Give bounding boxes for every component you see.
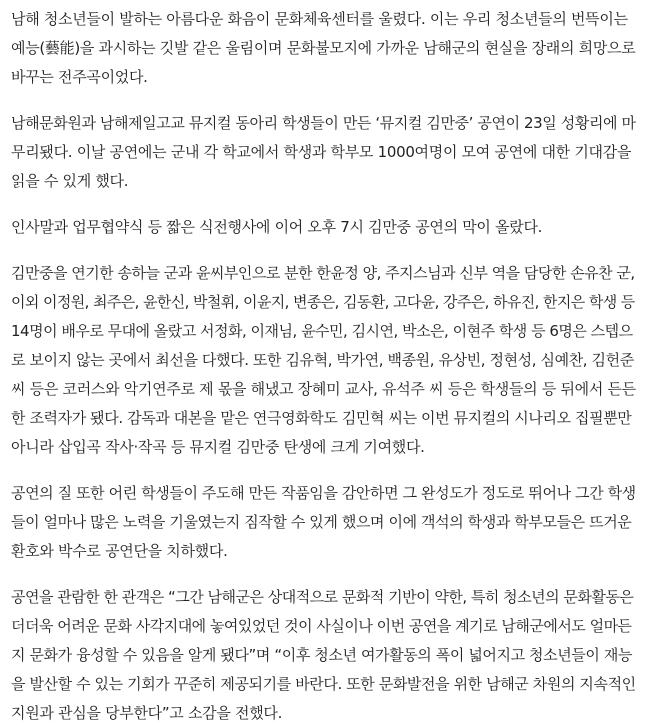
paragraph-line: 인사말과 업무협약식 등 짧은 식전행사에 이어 오후 7시 김만중 공연의 막이 올랐다. (11, 218, 543, 236)
paragraph-line: 들이 얼마나 많은 노력을 기울였는지 짐작할 수 있게 했으며 이에 객석의 학생과 학부모들은 뜨거운 (11, 513, 632, 531)
paragraph-line: 남해문화원과 남해제일고교 뮤지컬 동아리 학생들이 만든 ‘뮤지컬 김만중’ 공연이 23일 성황리에 마 (11, 114, 636, 132)
paragraph-line: 14명이 배우로 무대에 올랐고 서정화, 이재님, 윤수민, 김시연, 박소은, 이현주 학생 등 6명은 스텝으 (11, 322, 633, 340)
paragraph-opening-ceremony (11, 213, 636, 242)
paragraph-line: 예능(藝能)을 과시하는 깃발 같은 울림이며 문화불모지에 가까운 남해군의 현실을 장래의 희망으로 (11, 39, 636, 57)
paragraph-line: 무리됐다. 이날 공연에는 군내 각 학교에서 학생과 학부모 1000여명이 모여 공연에 대한 기대감을 (11, 143, 632, 161)
paragraph-cast-and-crew (11, 259, 636, 462)
paragraph-line: 지 문화가 융성할 수 있음을 알게 됐다”며 “이후 청소년 여가활동의 폭이 넓어지고 청소년들이 재능 (11, 646, 633, 664)
paragraph-intro (11, 5, 636, 92)
paragraph-line: 환호와 박수로 공연단을 치하했다. (11, 542, 228, 560)
paragraph-line: 을 발산할 수 있는 기회가 꾸준히 제공되기를 바란다. 또한 문화발전을 위한 남해군 차원의 지속적인 (11, 675, 636, 693)
paragraph-line: 남해 청소년들이 발하는 아름다운 화음이 문화체육센터를 울렸다. 이는 우리 청소년들의 번뜩이는 (11, 10, 628, 28)
paragraph-line: 한 조력자가 됐다. 감독과 대본을 맡은 연극영화학도 김민혁 씨는 이번 뮤지컬의 시나리오 집필뿐만 (11, 409, 632, 427)
paragraph-line: 로 보이지 않는 곳에서 최선을 다했다. 또한 김유혁, 박가연, 백종원, 유상빈, 정현성, 심예찬, 김헌준 (11, 351, 634, 369)
paragraph-line: 지원과 관심을 당부한다”고 소감을 전했다. (11, 704, 283, 722)
paragraph-line: 읽을 수 있게 했다. (11, 172, 129, 190)
paragraph-audience-quote (11, 583, 636, 728)
paragraph-quality (11, 479, 636, 566)
paragraph-line: 아니라 삽입곡 작사·작곡 등 뮤지컬 김만중 탄생에 크게 기여했다. (11, 438, 425, 456)
paragraph-line: 공연의 질 또한 어린 학생들이 주도해 만든 작품임을 감안하면 그 완성도가 정도로 뛰어나 그간 학생 (11, 484, 636, 502)
paragraph-line: 김만중을 연기한 송하늘 군과 윤씨부인으로 분한 한윤정 양, 주지스님과 신부 역을 담당한 손유찬 군, (11, 264, 635, 282)
paragraph-line: 이외 이정원, 최주은, 윤한신, 박철휘, 이윤지, 변종은, 김동환, 고다윤, 강주은, 하유진, 한지은 학생 등 (11, 293, 635, 311)
paragraph-line: 공연을 관람한 한 관객은 “그간 남해군은 상대적으로 문화적 기반이 약한, 특히 청소년의 문화활동은 (11, 588, 634, 606)
paragraph-performance-overview (11, 109, 636, 196)
paragraph-line: 더더욱 어려운 문화 사각지대에 놓여있었던 것이 사실이나 이번 공연을 계기로 남해군에서도 얼마든 (11, 617, 632, 635)
paragraph-line: 씨 등은 코러스와 악기연주로 제 몫을 해냈고 장혜미 교사, 유석주 씨 등은 학생들의 등 뒤에서 든든 (11, 380, 636, 398)
paragraph-line: 바꾸는 전주곡이었다. (11, 68, 148, 86)
